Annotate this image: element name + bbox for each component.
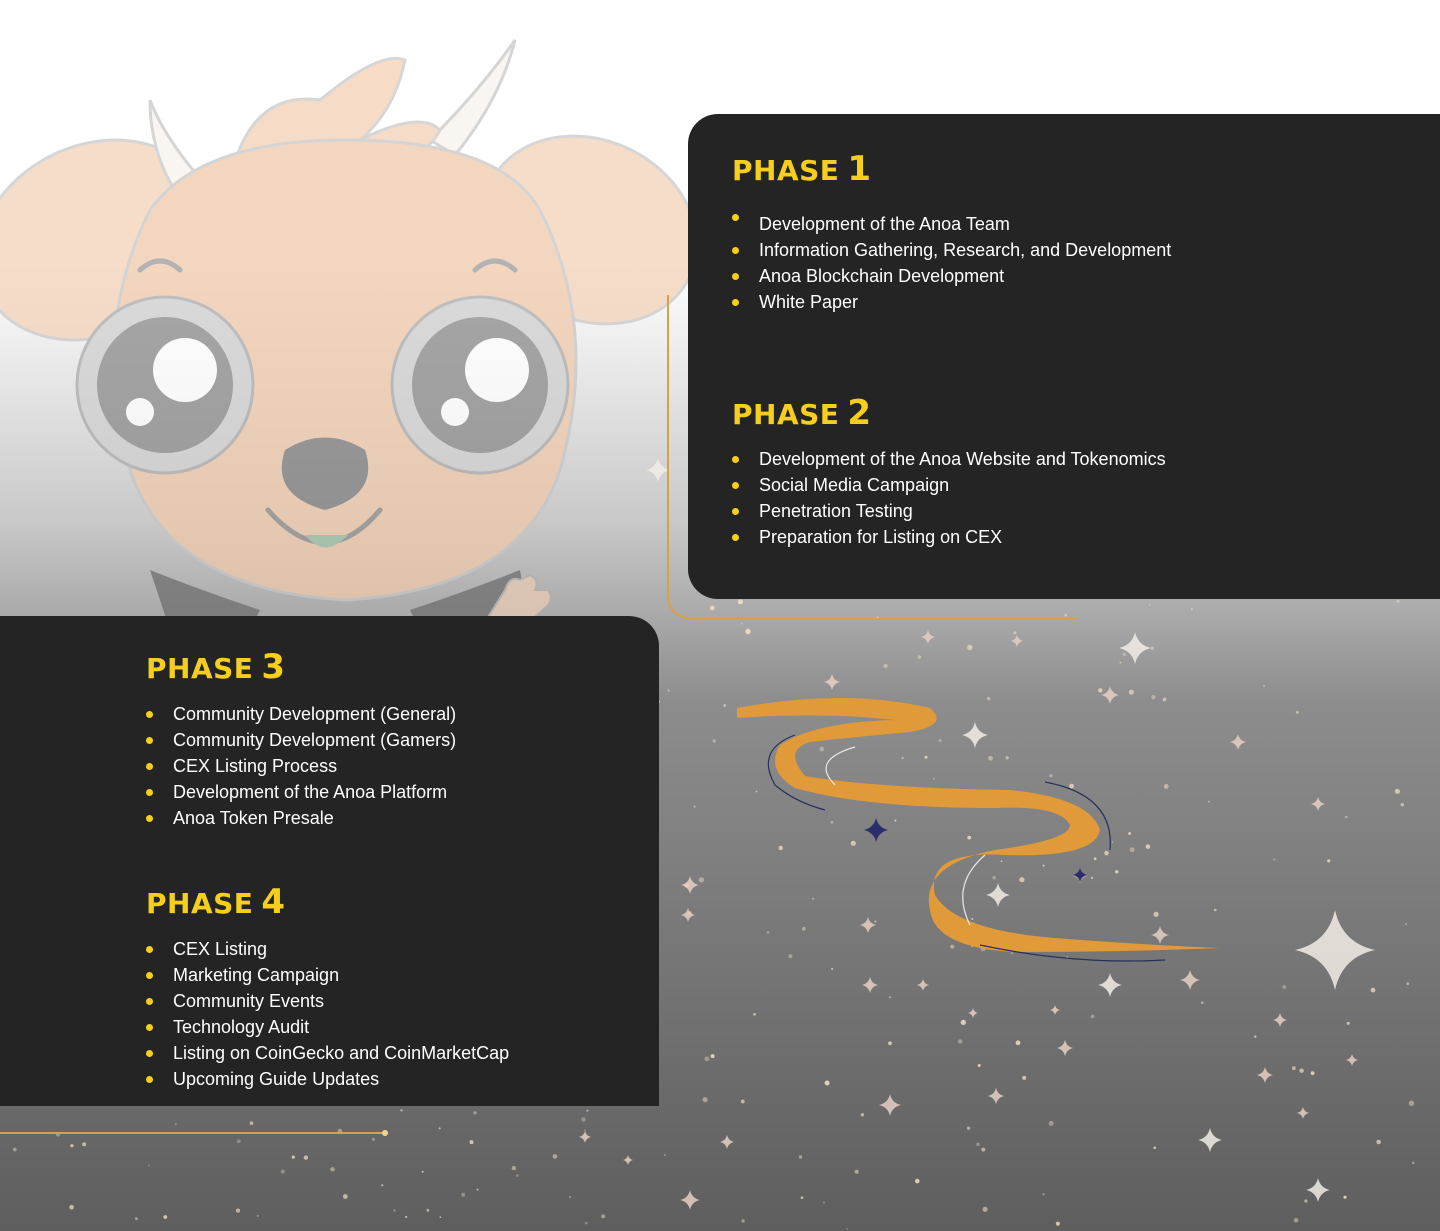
dust-star xyxy=(393,1209,395,1211)
dust-star xyxy=(1343,1196,1346,1199)
dust-star xyxy=(961,1020,966,1025)
sparkle-star xyxy=(1311,797,1325,811)
dust-star xyxy=(710,606,715,611)
sparkle-star xyxy=(579,1131,591,1143)
dust-star xyxy=(1043,1193,1045,1195)
dust-star xyxy=(1064,614,1067,617)
dust-star xyxy=(148,1165,150,1167)
phase-number: 2 xyxy=(847,393,872,433)
list-item-text: CEX Listing xyxy=(173,939,268,959)
dust-star xyxy=(978,1064,981,1067)
bullet-icon xyxy=(732,273,739,280)
dust-star xyxy=(967,836,971,840)
list-item xyxy=(146,701,456,727)
list-item-text: Marketing Campaign xyxy=(173,965,340,985)
sparkle-star xyxy=(988,1088,1004,1104)
dust-star xyxy=(1151,695,1155,699)
list-item-text: Anoa Blockchain Development xyxy=(759,266,1005,286)
dust-star xyxy=(741,1219,744,1222)
sparkle-star xyxy=(879,1094,901,1116)
blue-sparkle-star xyxy=(1073,868,1087,882)
sparkle-star xyxy=(917,979,929,991)
dust-star xyxy=(894,820,896,822)
dust-star xyxy=(688,911,691,914)
dust-star xyxy=(971,918,973,920)
phase-2-list xyxy=(732,446,1166,550)
bullet-icon xyxy=(732,482,739,489)
sparkle-star xyxy=(824,674,840,690)
list-item-text: Development of the Anoa Website and Tokenomics xyxy=(759,449,1166,469)
bullet-icon xyxy=(146,1024,153,1031)
dust-star xyxy=(983,1207,988,1212)
phase-1-list xyxy=(732,211,1171,315)
dust-star xyxy=(601,1214,605,1218)
list-item xyxy=(732,289,1171,315)
dust-star xyxy=(855,1170,859,1174)
dust-star xyxy=(1115,870,1118,873)
bullet-icon xyxy=(732,247,739,254)
sparkle-star xyxy=(1180,970,1200,990)
sparkle-star xyxy=(1098,973,1122,997)
dust-star xyxy=(1254,1035,1256,1037)
list-item xyxy=(146,936,509,962)
dust-star xyxy=(400,1109,402,1111)
list-item-text: Community Events xyxy=(173,991,325,1011)
dust-star xyxy=(694,806,696,808)
dust-star xyxy=(1208,801,1210,803)
blue-sparkle-star xyxy=(864,818,888,842)
sparkle-star xyxy=(1011,635,1023,647)
dust-star xyxy=(933,778,935,780)
sparkle-star xyxy=(860,917,876,933)
list-item-text: White Paper xyxy=(759,292,859,312)
dust-star xyxy=(175,1123,177,1125)
sparkle-star xyxy=(1057,1040,1073,1056)
phase-4-list xyxy=(146,936,509,1092)
phase-label: PHASE xyxy=(732,154,840,187)
dust-star xyxy=(801,1196,804,1199)
dust-star xyxy=(967,645,972,650)
dust-star xyxy=(470,1140,474,1144)
list-item-text: Community Development (Gamers) xyxy=(173,730,457,750)
phase-number: 1 xyxy=(847,149,872,189)
phase-3-list xyxy=(146,701,456,831)
list-item xyxy=(146,779,456,805)
dust-star xyxy=(812,898,814,900)
dust-star xyxy=(704,1056,709,1061)
dust-star xyxy=(684,883,689,888)
dust-star xyxy=(745,629,750,634)
dust-star xyxy=(874,921,876,923)
phase-number: 3 xyxy=(261,647,286,687)
sparkle-star xyxy=(623,1155,633,1165)
sparkle-star xyxy=(720,1135,734,1149)
dust-star xyxy=(1395,789,1400,794)
dust-star xyxy=(1049,774,1052,777)
dust-star xyxy=(1049,1121,1054,1126)
dust-star xyxy=(820,747,825,752)
dust-star xyxy=(1292,1066,1296,1070)
dust-star xyxy=(1011,952,1013,954)
dust-star xyxy=(1282,985,1286,989)
dust-star xyxy=(1006,756,1009,759)
roadmap-panel-phases-3-4 xyxy=(0,616,659,1106)
bullet-icon xyxy=(146,1050,153,1057)
dust-star xyxy=(1149,604,1151,606)
list-item xyxy=(146,805,456,831)
sparkle-star xyxy=(968,1008,978,1018)
dust-star xyxy=(993,876,996,879)
dust-star xyxy=(70,1144,73,1147)
dust-star xyxy=(439,1127,441,1129)
dust-star xyxy=(257,1215,259,1217)
dust-star xyxy=(1128,832,1131,835)
bullet-icon xyxy=(146,815,153,822)
dust-star xyxy=(971,945,973,947)
dust-star xyxy=(1311,1071,1315,1075)
dust-star xyxy=(1130,847,1135,852)
dust-star xyxy=(1397,600,1400,603)
dust-star xyxy=(779,846,783,850)
dust-star xyxy=(883,664,887,668)
dust-star xyxy=(237,1139,241,1143)
sparkle-star xyxy=(921,630,935,644)
dust-star xyxy=(1154,912,1159,917)
dust-star xyxy=(135,1217,138,1220)
dust-star xyxy=(338,1129,343,1134)
dust-star xyxy=(799,1155,802,1158)
dust-star xyxy=(1345,816,1348,819)
dust-star xyxy=(1214,909,1217,912)
dust-star xyxy=(1129,690,1134,695)
list-item-text: Development of the Anoa Team xyxy=(759,214,1010,234)
dust-star xyxy=(1294,1218,1299,1223)
dust-star xyxy=(304,1155,308,1159)
anoa-mascot-illustration xyxy=(0,30,700,630)
dust-star xyxy=(1191,608,1193,610)
dust-star xyxy=(831,968,833,970)
dust-star xyxy=(236,1209,240,1213)
dust-star xyxy=(981,1148,985,1152)
sparkle-star xyxy=(1050,1005,1060,1015)
dust-star xyxy=(330,1167,334,1171)
sparkle-star xyxy=(680,1190,700,1210)
dust-star xyxy=(723,704,726,707)
bullet-icon xyxy=(732,508,739,515)
roadmap-panel-phases-1-2 xyxy=(688,114,1440,599)
dust-star xyxy=(581,1117,586,1122)
dust-star xyxy=(250,1121,254,1125)
list-item-text: Anoa Token Presale xyxy=(173,808,334,828)
dust-star xyxy=(847,1228,849,1230)
phase-4-title xyxy=(146,882,286,922)
dust-star xyxy=(473,1111,476,1114)
list-item-text: Community Development (General) xyxy=(173,704,457,724)
dust-star xyxy=(1304,1199,1307,1202)
sparkle-star xyxy=(1273,1013,1287,1027)
dust-star xyxy=(1066,956,1068,958)
dust-star xyxy=(512,1166,516,1170)
dust-star xyxy=(1405,923,1407,925)
dust-star xyxy=(831,821,834,824)
phase-label: PHASE xyxy=(146,652,254,685)
dust-star xyxy=(1123,653,1126,656)
dust-star xyxy=(343,1194,348,1199)
dust-star xyxy=(950,945,954,949)
dust-star xyxy=(1350,957,1352,959)
dust-star xyxy=(1153,1147,1156,1150)
bullet-icon xyxy=(732,214,739,221)
dust-star xyxy=(427,1209,430,1212)
list-item xyxy=(146,753,456,779)
dust-star xyxy=(477,1189,479,1191)
dust-star xyxy=(756,791,758,793)
dust-star xyxy=(741,1100,745,1104)
phase-label: PHASE xyxy=(146,887,254,920)
list-item xyxy=(732,472,1166,498)
list-item xyxy=(146,962,509,988)
sparkle-star xyxy=(1257,1067,1273,1083)
list-item xyxy=(146,988,509,1014)
bullet-icon xyxy=(146,1076,153,1083)
dust-star xyxy=(825,1081,830,1086)
dust-star xyxy=(1112,841,1114,843)
list-item xyxy=(732,237,1171,263)
list-item-text: Development of the Anoa Platform xyxy=(173,782,448,802)
dust-star xyxy=(372,1138,375,1141)
dust-star xyxy=(381,1184,383,1186)
dust-star xyxy=(1094,857,1097,860)
dust-star xyxy=(1016,1040,1021,1045)
dust-star xyxy=(1146,844,1151,849)
dust-star xyxy=(163,1215,167,1219)
bullet-icon xyxy=(732,534,739,541)
bullet-icon xyxy=(146,711,153,718)
list-item-text: Preparation for Listing on CEX xyxy=(759,527,1003,547)
sparkle-star xyxy=(681,876,699,894)
list-item xyxy=(146,727,456,753)
dust-star xyxy=(823,1202,825,1204)
dust-star xyxy=(877,616,879,618)
dust-star xyxy=(1014,631,1017,634)
dust-star xyxy=(1299,1069,1303,1073)
dust-star xyxy=(553,1154,558,1159)
dust-star xyxy=(1069,784,1074,789)
phase-1-title xyxy=(732,149,872,189)
dust-star xyxy=(422,1171,424,1173)
dust-star xyxy=(13,1148,17,1152)
dust-star xyxy=(703,1097,708,1102)
dust-star xyxy=(405,1216,407,1218)
list-item xyxy=(732,498,1166,524)
phase-label: PHASE xyxy=(732,398,840,431)
list-item-text: Information Gathering, Research, and Development xyxy=(759,240,1172,260)
sparkle-star xyxy=(681,908,695,922)
dust-star xyxy=(439,1216,441,1218)
dust-star xyxy=(1151,646,1155,650)
bullet-icon xyxy=(146,998,153,1005)
list-item xyxy=(732,211,1171,237)
dust-star xyxy=(802,927,806,931)
dust-star xyxy=(1104,851,1109,856)
dust-star xyxy=(82,1142,86,1146)
dust-star xyxy=(713,739,716,742)
bullet-icon xyxy=(146,789,153,796)
dust-star xyxy=(1273,859,1275,861)
dust-star xyxy=(915,1179,920,1184)
list-item-text: CEX Listing Process xyxy=(173,756,338,776)
dust-star xyxy=(1412,1162,1415,1165)
dust-star xyxy=(1091,1015,1095,1019)
dust-star xyxy=(981,946,986,951)
dust-star xyxy=(753,1013,756,1016)
dust-star xyxy=(1263,685,1265,687)
dust-star xyxy=(1091,877,1093,879)
bullet-icon xyxy=(146,763,153,770)
dust-star xyxy=(1056,1222,1060,1226)
dust-star xyxy=(851,841,856,846)
dust-star xyxy=(1347,1022,1350,1025)
phase-number: 4 xyxy=(261,882,286,922)
list-item-text: Upcoming Guide Updates xyxy=(173,1069,380,1089)
sparkle-star xyxy=(1151,926,1169,944)
list-item-text: Penetration Testing xyxy=(759,501,913,521)
dust-star xyxy=(1201,1001,1204,1004)
dust-star xyxy=(56,1132,60,1136)
dust-star xyxy=(889,996,891,998)
list-item xyxy=(732,524,1166,550)
dust-star xyxy=(918,655,922,659)
dust-star xyxy=(1406,982,1409,985)
dust-star xyxy=(586,1110,588,1112)
dust-star xyxy=(668,690,670,692)
dust-star xyxy=(738,599,743,604)
dust-star xyxy=(1163,698,1167,702)
bullet-icon xyxy=(732,456,739,463)
dust-star xyxy=(741,623,743,625)
dust-star xyxy=(1164,784,1169,789)
sparkle-star xyxy=(1119,632,1151,664)
dust-star xyxy=(1409,1101,1414,1106)
dust-star xyxy=(967,1127,970,1130)
dust-star xyxy=(987,697,991,701)
sparkle-star xyxy=(962,722,988,748)
dust-star xyxy=(569,1196,571,1198)
sparkle-star xyxy=(1101,686,1119,704)
dust-star xyxy=(699,877,704,882)
dust-star xyxy=(988,756,993,761)
dust-star xyxy=(861,1113,864,1116)
list-item xyxy=(146,1066,509,1092)
phase-3-title xyxy=(146,647,286,687)
dust-star xyxy=(1327,859,1330,862)
dust-star xyxy=(1019,877,1024,882)
sparkle-star xyxy=(986,883,1010,907)
dust-star xyxy=(1001,860,1003,862)
dust-star xyxy=(888,1041,892,1045)
sparkle-star xyxy=(1295,910,1375,990)
dust-star xyxy=(788,954,792,958)
dust-star xyxy=(901,757,904,760)
dust-star xyxy=(1043,865,1045,867)
sparkle-star xyxy=(1346,1054,1358,1066)
dust-star xyxy=(1296,711,1299,714)
bullet-icon xyxy=(146,737,153,744)
list-item xyxy=(146,1040,509,1066)
dust-star xyxy=(1022,1076,1026,1080)
dust-star xyxy=(1371,988,1376,993)
dust-star xyxy=(292,1156,295,1159)
dust-star xyxy=(516,1174,519,1177)
dust-star xyxy=(584,1129,586,1131)
dust-star xyxy=(711,1054,715,1058)
phase-2-title xyxy=(732,393,872,433)
dust-star xyxy=(281,1170,285,1174)
list-item xyxy=(732,263,1171,289)
list-item-text: Listing on CoinGecko and CoinMarketCap xyxy=(173,1043,510,1063)
sparkle-star xyxy=(1198,1128,1222,1152)
list-item-text: Technology Audit xyxy=(173,1017,310,1037)
sparkle-star xyxy=(862,977,878,993)
bullet-icon xyxy=(146,946,153,953)
list-item xyxy=(146,1014,509,1040)
dust-star xyxy=(585,1222,588,1225)
list-item xyxy=(732,446,1166,472)
dust-star xyxy=(767,931,770,934)
dust-star xyxy=(664,1154,666,1156)
dust-star xyxy=(925,756,928,759)
bullet-icon xyxy=(732,299,739,306)
dust-star xyxy=(1058,807,1060,809)
dust-star xyxy=(1401,803,1404,806)
bullet-icon xyxy=(146,972,153,979)
dust-star xyxy=(1376,1140,1381,1145)
dust-star xyxy=(1098,688,1102,692)
dust-star xyxy=(461,1193,465,1197)
sparkle-star xyxy=(1230,734,1246,750)
dust-star xyxy=(939,739,942,742)
sparkle-star xyxy=(1297,1107,1309,1119)
dust-star xyxy=(958,1039,963,1044)
dust-star xyxy=(69,1205,74,1210)
dust-star xyxy=(1120,662,1122,664)
sparkle-star xyxy=(1306,1178,1330,1202)
dust-star xyxy=(976,1143,979,1146)
list-item-text: Social Media Campaign xyxy=(759,475,950,495)
